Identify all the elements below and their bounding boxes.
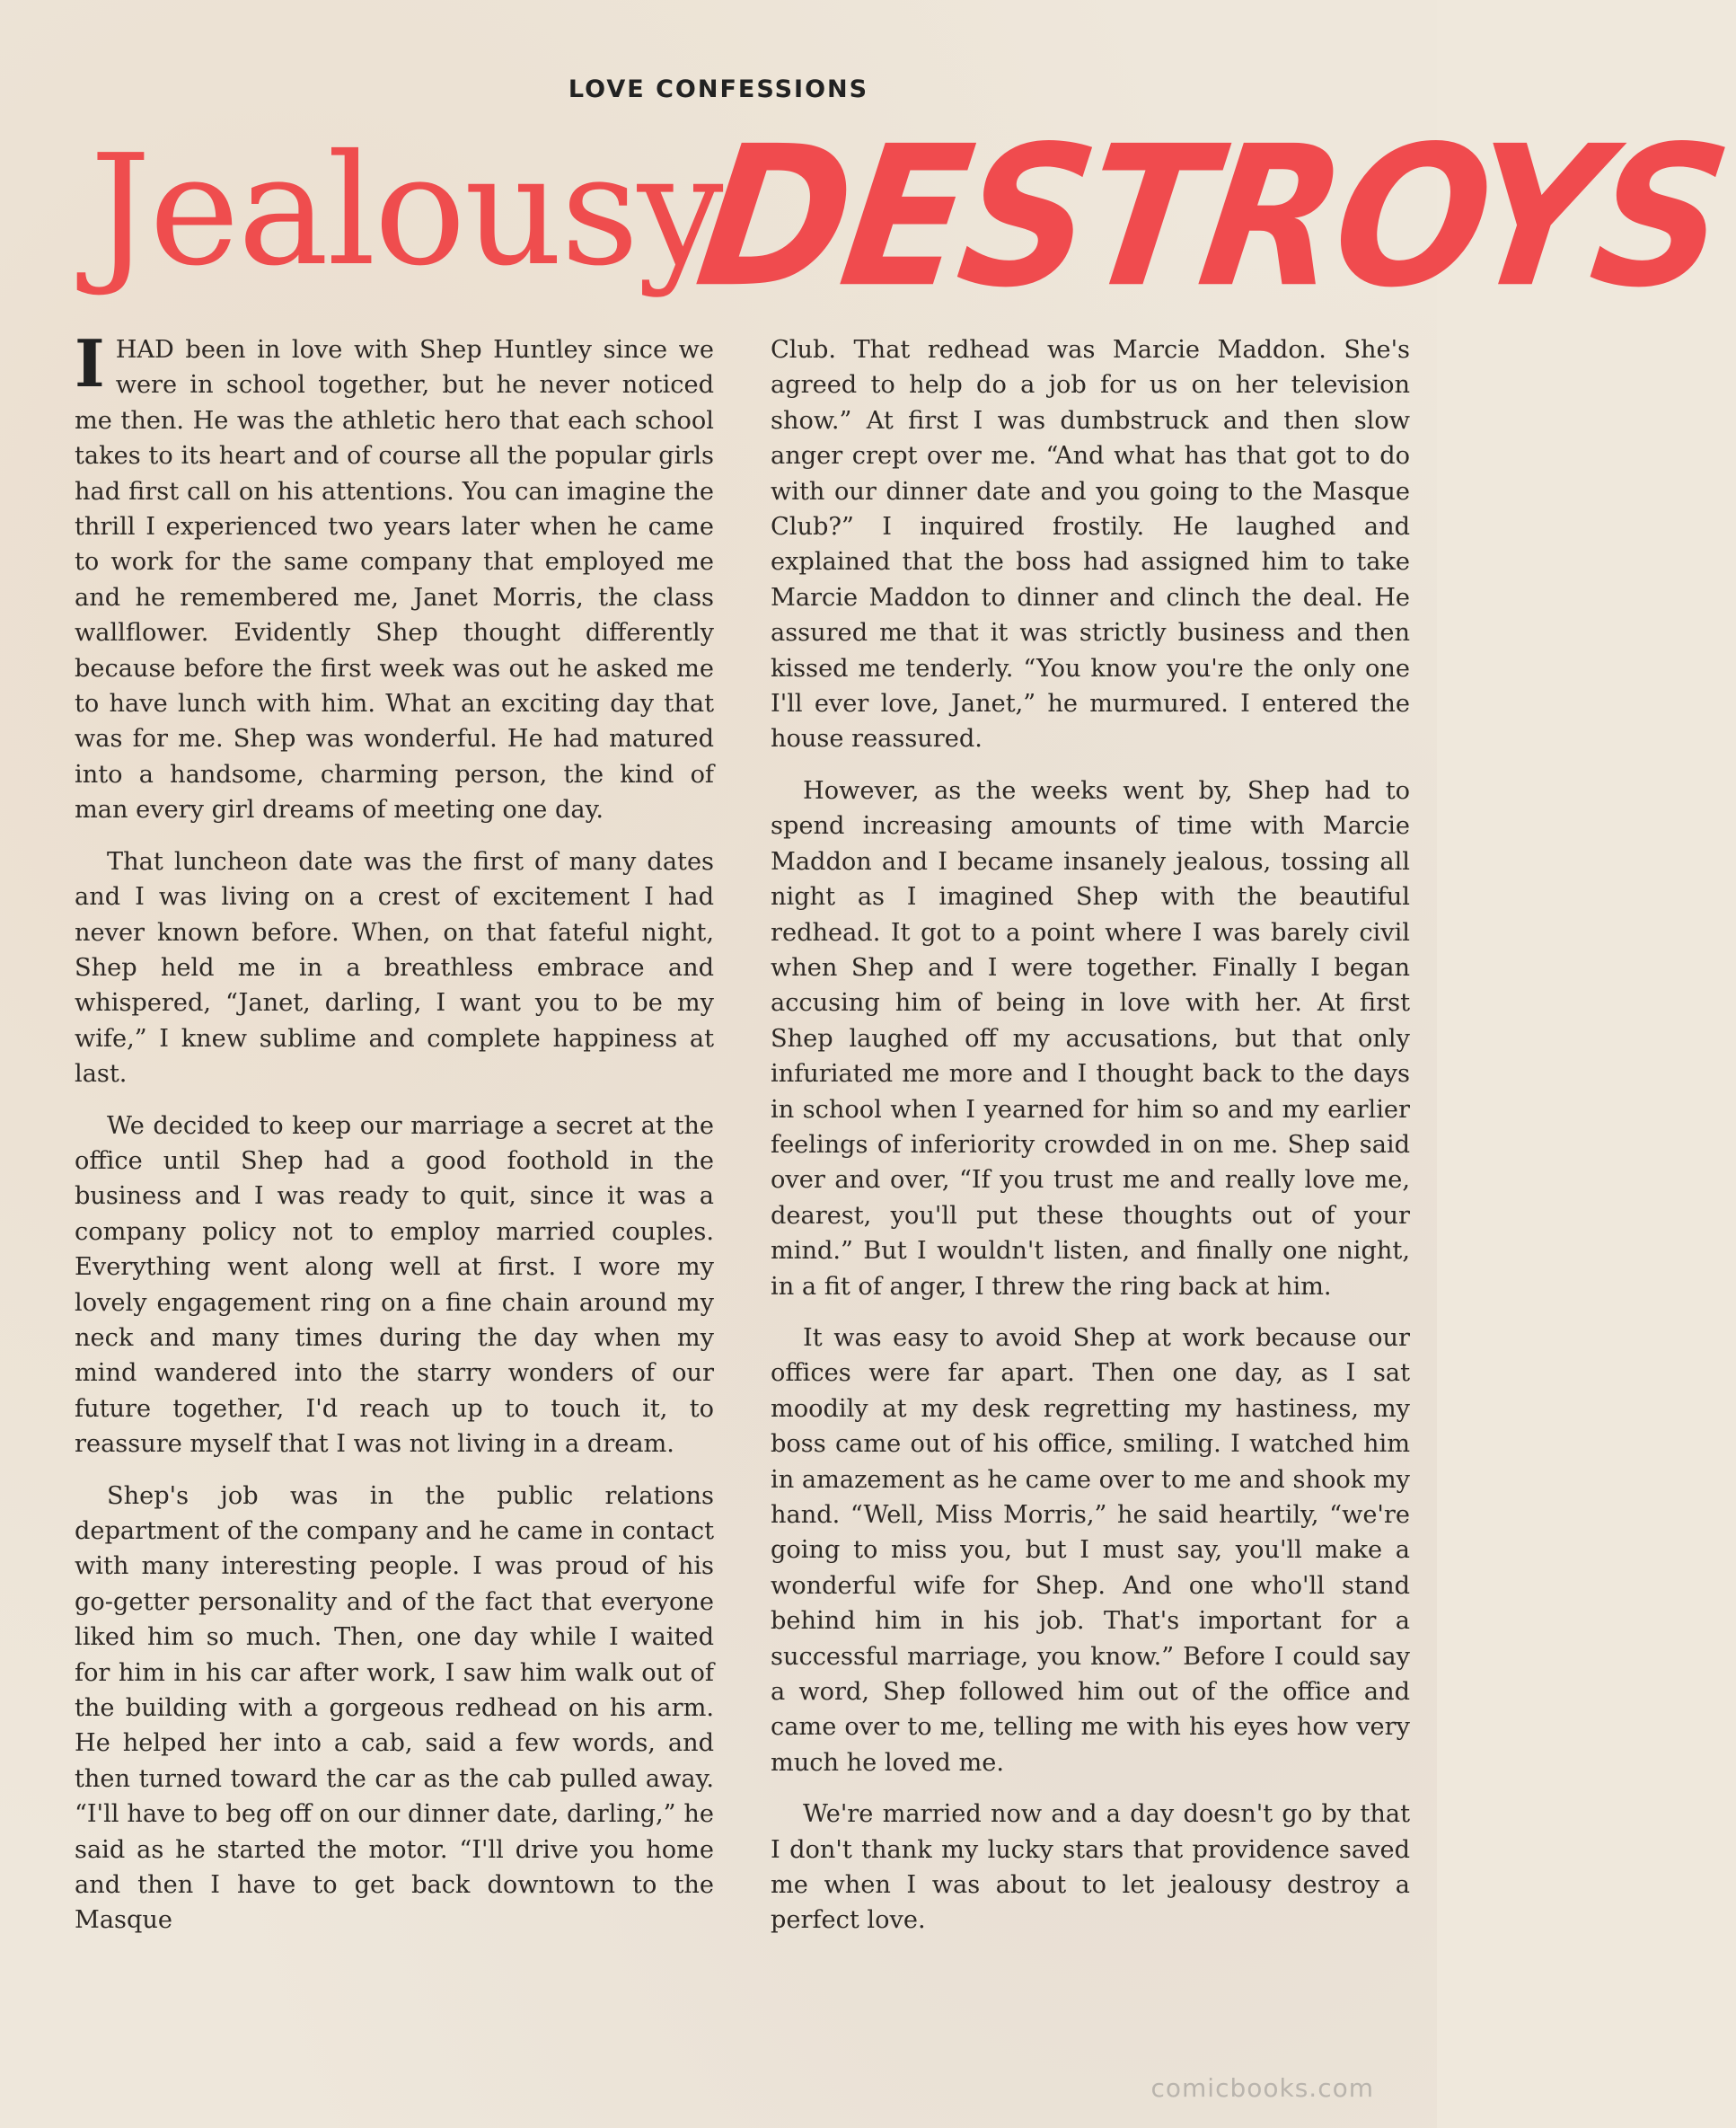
- drop-cap: I: [75, 325, 105, 402]
- story-paragraph: We're married now and a day doesn't go by that I don't thank my lucky stars that providence saved me when I was about to let jealousy destroy a perfect love.: [771, 1800, 1410, 1935]
- story-paragraph: However, as the weeks went by, Shep had to spend increasing amounts of time with Marcie Maddon and I became insanely jealous, tossing all night as I imagined Shep with the beautiful redhead. It got to a point where I was barely civil when Shep and I were together. Finally I began accusing him of being in love with her. At first Shep laughed off my accusations, but that only infuriated me more and I thought back to the days in school when I yearned for him so and my earlier feelings of inferiority crowded in on me. Shep said over and over, “If you trust me and really love me, dearest, you'll put these thoughts out of your mind.” But I wouldn't listen, and finally one night, in a fit of anger, I threw the ring back at him.: [771, 776, 1410, 1301]
- story-title: [90, 104, 1736, 331]
- story-paragraph: We decided to keep our marriage a secret at the office until Shep had a good foothold in the business and I was ready to quit, since it was a company policy not to employ married couples. Everything went along well at first. I wore my lovely engagement ring on a fine chain around my neck and many times during the day when my mind wandered into the starry wonders of our future together, I'd reach up to touch it, to reassure myself that I was not living in a dream.: [75, 1111, 714, 1459]
- story-paragraph: It was easy to avoid Shep at work because our offices were far apart. Then one day, as I sat moodily at my desk regretting my hastiness, my boss came out of his office, smiling. I watched him in amazement as he came over to me and shook my hand. “Well, Miss Morris,” he said heartily, “we're going to miss you, but I must say, you'll make a wonderful wife for Shep. And one who'll stand behind him in his job. That's important for a successful marriage, you know.” Before I could say a word, Shep followed him out of the office and came over to me, telling me with his eyes how very much he loved me.: [771, 1323, 1410, 1777]
- story-paragraph: That luncheon date was the first of many dates and I was living on a crest of excitement I had never known before. When, on that fateful night, Shep held me in a breathless embrace and whispered, “Janet, darling, I want you to be my wife,” I knew sublime and complete happiness at last.: [75, 847, 714, 1089]
- story-paragraph: Club. That redhead was Marcie Maddon. She's agreed to help do a job for us on her television show.” At first I was dumbstruck and then slow anger crept over me. “And what has that got to do with our dinner date and you going to the Masque Club?” I inquired frostily. He laughed and explained that the boss had assigned him to take Marcie Maddon to dinner and clinch the deal. He assured me that it was strictly business and then kissed me tenderly. “You know you're the only one I'll ever love, Janet,” he murmured. I entered the house reassured.: [771, 336, 1410, 754]
- running-head: LOVE CONFESSIONS: [568, 75, 869, 103]
- watermark: comicbooks.com: [1150, 2073, 1374, 2103]
- title-word-jealousy: Jealousy: [90, 122, 722, 300]
- story-column-right: [771, 332, 1410, 1938]
- story-paragraph: Shep's job was in the public relations department of the company and he came in contact with many interesting people. I was proud of his go-getter personality and of the fact that everyone liked him so much. Then, one day while I waited for him in his car after work, I saw him walk out of the building with a gorgeous redhead on his arm. He helped her into a cab, said a few words, and then turned toward the car as the cab pulled away. “I'll have to beg off on our dinner date, darling,” he said as he started the motor. “I'll drive you home and then I have to get back downtown to the Masque: [75, 1481, 714, 1935]
- story-column-left: [75, 325, 714, 1938]
- story-paragraph: IHAD been in love with Shep Huntley since we were in school together, but he never noticed me then. He was the athletic hero that each school takes to its heart and of course all the popular girls had first call on his attentions. You can imagine the thrill I experienced two years later when he came to work for the same company that employed me and he remembered me, Janet Morris, the class wallflower. Evidently Shep thought differently because before the first week was out he asked me to have lunch with him. What an exciting day that was for me. Shep was wonderful. He had matured into a handsome, charming person, the kind of man every girl dreams of meeting one day.: [75, 325, 714, 825]
- title-word-destroys: DESTROYS: [685, 104, 1736, 331]
